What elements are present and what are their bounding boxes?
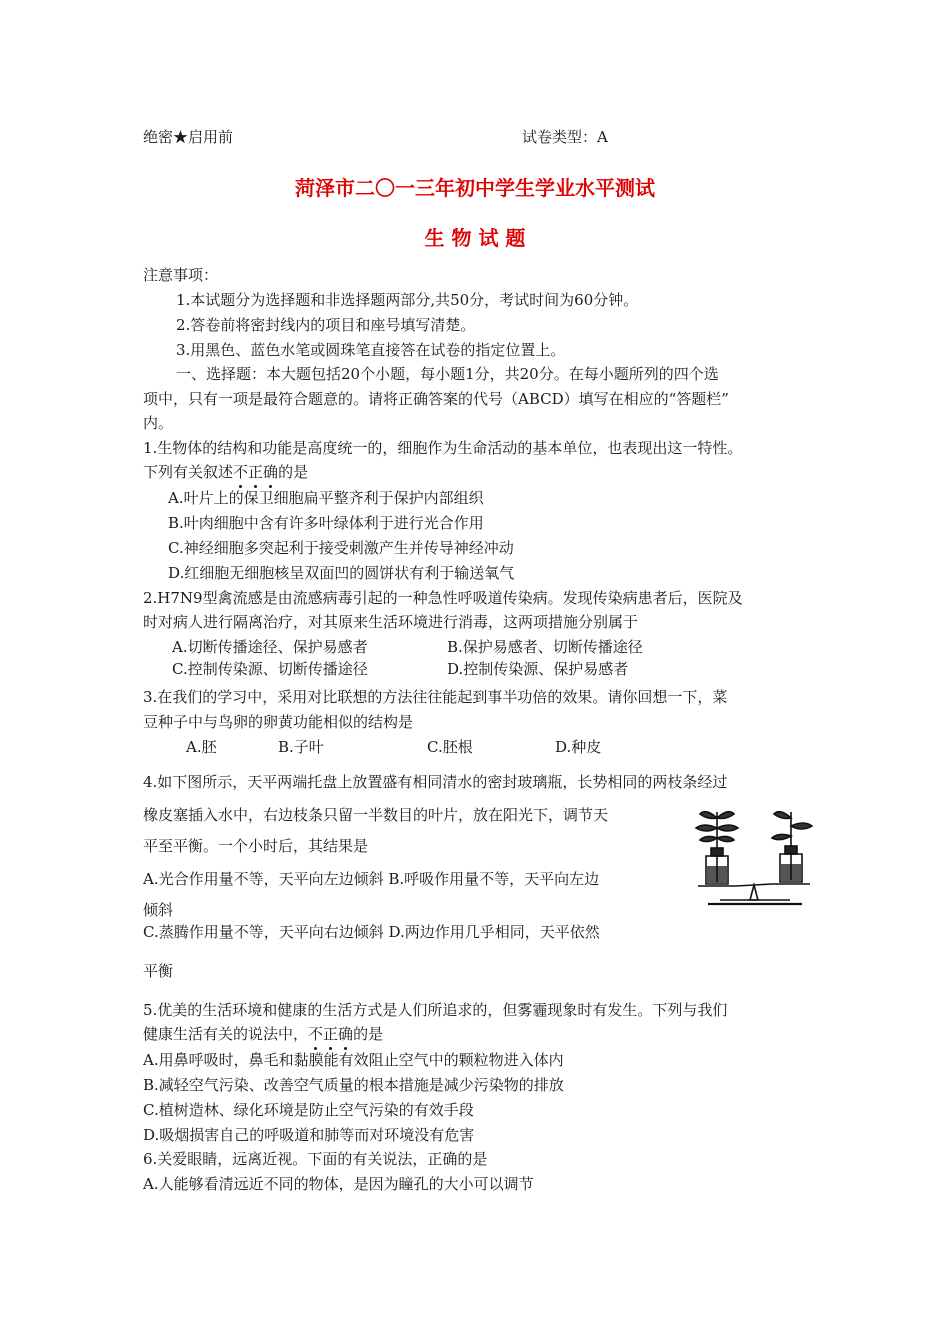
balance-experiment-figure [680,804,828,916]
q6-option-a: A.人能够看清远近不同的物体，是因为瞳孔的大小可以调节 [143,1175,534,1193]
note-item-3: 3.用黑色、蓝色水笔或圆珠笔直接答在试卷的指定位置上。 [176,341,566,359]
q2-stem-line1: 2.H7N9型禽流感是由流感病毒引起的一种急性呼吸道传染病。发现传染病患者后，医院及 [143,589,743,607]
q4-stem-line2: 橡皮塞插入水中，右边枝条只留一半数目的叶片，放在阳光下，调节天 [143,806,609,824]
q3-stem-line2: 豆种子中与鸟卵的卵黄功能相似的结构是 [143,713,414,731]
q5-stem-line2 [143,1024,383,1044]
q1-option-c: C.神经细胞多突起利于接受刺激产生并传导神经冲动 [168,539,514,557]
q5-option-d: D.吸烟损害自己的呼吸道和肺等而对环境没有危害 [143,1126,475,1144]
emphasis-char: 正 [248,463,264,481]
q3-stem-line1: 3.在我们的学习中，采用对比联想的方法往往能起到事半功倍的效果。请你回想一下，菜 [143,688,728,706]
right-bottle-icon [780,846,802,882]
q5-option-b: B.减轻空气污染、改善空气质量的根本措施是减少污染物的排放 [143,1076,564,1094]
exam-subtitle: 生 物 试 题 [424,226,526,250]
q4-options-ab: A.光合作用量不等，天平向左边倾斜 B.呼吸作用量不等，天平向左边 [143,870,600,888]
q1-stem-line1: 1.生物体的结构和功能是高度统一的，细胞作为生命活动的基本单位，也表现出这一特性。 [143,439,743,457]
q5-option-a: A.用鼻呼吸时，鼻毛和黏膜能有效阻止空气中的颗粒物进入体内 [143,1051,564,1069]
emphasis-char: 正 [323,1025,339,1043]
q1-option-d: D.红细胞无细胞核呈双面凹的圆饼状有利于输送氧气 [168,564,515,582]
q2-stem-line2: 时对病人进行隔离治疗，对其原来生活环境进行消毒，这两项措施分别属于 [143,613,639,631]
note-item-1: 1.本试题分为选择题和非选择题两部分,共50分，考试时间为60分钟。 [176,291,639,309]
q3-option-c: C.胚根 [427,738,473,756]
exam-title: 菏泽市二〇一三年初中学生学业水平测试 [295,176,655,200]
q1-option-a: A.叶片上的保卫细胞扁平整齐利于保护内部组织 [168,489,484,507]
q3-option-a: A.胚 [186,738,217,756]
q1-stem-suffix: 的是 [278,463,309,481]
q5-stem-prefix: 健康生活有关的说法中， [143,1025,309,1043]
emphasis-char: 不 [233,463,249,481]
section1-intro-line2: 项中，只有一项是最符合题意的。请将正确答案的代号（ABCD）填写在相应的“答题栏” [143,390,729,408]
q2-option-d: D.控制传染源、保护易感者 [447,660,629,678]
q4-options-cd-cont: 平衡 [143,962,174,980]
q5-option-c: C.植树造林、绿化环境是防止空气污染的有效手段 [143,1101,474,1119]
left-bottle-icon [706,848,728,884]
emphasis-char: 不 [308,1025,324,1043]
emphasis-char: 确 [263,463,279,481]
q4-options-ab-cont: 倾斜 [143,901,174,919]
q2-option-a: A.切断传播途径、保护易感者 [172,638,368,656]
emphasis-char: 确 [338,1025,354,1043]
q2-option-b: B.保护易感者、切断传播途径 [447,638,643,656]
secret-label: 绝密★启用前 [143,128,234,146]
balance-scale-icon [698,884,810,904]
q6-stem-line1: 6.关爱眼睛，远离近视。下面的有关说法，正确的是 [143,1150,488,1168]
q5-stem-suffix: 的是 [353,1025,384,1043]
q1-stem-prefix: 下列有关叙述 [143,463,234,481]
section1-intro-line1: 一、选择题：本大题包括20个小题，每小题1分，共20分。在每小题所列的四个选 [176,365,719,383]
q3-option-b: B.子叶 [278,738,324,756]
note-item-2: 2.答卷前将密封线内的项目和座号填写清楚。 [176,316,476,334]
q5-stem-line1: 5.优美的生活环境和健康的生活方式是人们所追求的，但雾霾现象时有发生。下列与我们 [143,1001,728,1019]
q4-stem-line1: 4.如下图所示，天平两端托盘上放置盛有相同清水的密封玻璃瓶，长势相同的两枝条经过 [143,773,728,791]
q1-stem-line2 [143,462,308,482]
q2-option-c: C.控制传染源、切断传播途径 [172,660,368,678]
q4-options-cd: C.蒸腾作用量不等，天平向右边倾斜 D.两边作用几乎相同，天平依然 [143,923,600,941]
q4-stem-line3: 平至平衡。一个小时后，其结果是 [143,837,369,855]
q1-option-b: B.叶肉细胞中含有许多叶绿体利于进行光合作用 [168,514,484,532]
paper-type-label: 试卷类型：A [522,128,608,146]
q3-option-d: D.种皮 [555,738,602,756]
section1-intro-line3: 内。 [143,414,174,432]
notes-heading: 注意事项： [143,266,219,284]
